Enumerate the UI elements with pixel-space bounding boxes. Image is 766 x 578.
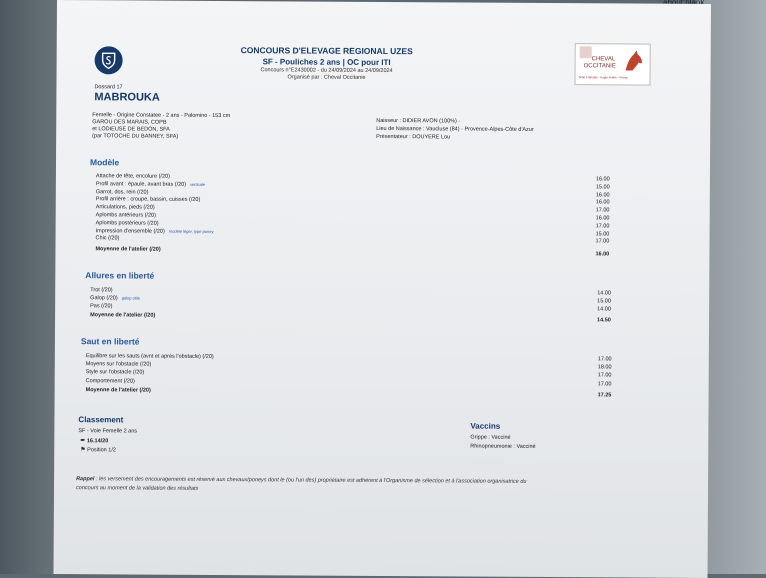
modele-item-value: 16.00 [595, 199, 610, 206]
saut-item [86, 378, 135, 384]
header-subtitle: SF - Pouliches 2 ans | OC pour ITI [262, 57, 391, 68]
rappel-line2: concours au moment de la validation des résultats [76, 485, 199, 492]
horse-description: Femelle - Origine Constatee - 2 ans - Palomino - 153 cm [92, 112, 231, 120]
allures-item [90, 303, 112, 309]
modele-item-label: Garrot, dos, rein (/20) [95, 188, 149, 196]
saut-item-value: 17.00 [597, 380, 612, 387]
allures-item [90, 287, 112, 293]
dossard: Dossard 17 [94, 84, 123, 91]
allures-item-value: 14.00 [597, 306, 611, 313]
vaccin-grippe: Grippe : Vacciné [470, 434, 511, 441]
modele-item [96, 189, 149, 195]
section-modele-title: Modèle [89, 157, 120, 168]
allures-item-value: 14.00 [597, 290, 612, 297]
classement-note: 16.14/20 [86, 438, 109, 445]
modele-avg-label: Moyenne de l'atelier (/20) [95, 246, 161, 253]
logo-line3: Selle Français - Anglo-Arabe - Poney [578, 75, 628, 80]
vaccin-rhino: Rhinopneumonie : Vacciné [470, 443, 536, 450]
saut-item [86, 370, 145, 376]
allures-item-label: Trot (/20) [90, 287, 113, 294]
horse-dam: et LODIEUSE DE BEDON, SFA [92, 126, 170, 133]
allures-item-note: galop utile [121, 295, 140, 301]
modele-item [96, 212, 156, 218]
saut-item [86, 353, 214, 360]
rappel-text1: : les versement des encouragements est réservé aux chevaux/poneys dont le (ou l'un des) propriétaire est adhérent à l'Organisme de sélection et à l'association organisatrice du [94, 476, 527, 485]
allures-item [90, 295, 140, 301]
allures-avg-value: 14.50 [597, 317, 611, 324]
lieu-naissance: Lieu de Naissance : Vaucluse (84) - Provence-Alpes-Côte d'Azur [376, 125, 534, 133]
modele-item-value: 17.00 [595, 223, 610, 230]
modele-item-value: 15.00 [595, 230, 610, 237]
header-concours: Concours n°E2430002 - du 24/09/2024 au 24/09/2024 [260, 67, 393, 75]
background-left [0, 0, 60, 574]
horse-sire: GAROU DES MARAIS, COPB [92, 119, 167, 126]
saut-item-label: Equilibre sur les sauts (avnt et après l'obstacle) (/20) [85, 353, 214, 360]
modele-item-note: modèle léger, type poney [168, 228, 214, 234]
rappel-label: Rappel [76, 476, 95, 483]
shield-logo-icon [95, 46, 123, 74]
cheval-occitanie-logo [574, 43, 650, 85]
horse-name: MABROUKA [94, 91, 160, 104]
modele-avg-value: 16.00 [595, 251, 610, 258]
modele-item-value: 16.00 [595, 215, 610, 222]
logo-line1: CHEVAL [591, 56, 616, 63]
saut-item-value: 17.00 [597, 356, 612, 363]
modele-item-note: verticale [190, 181, 206, 187]
horse-damsire: (par TOTOCHE DU BANNEY, SFA) [92, 133, 179, 140]
vaccins-title: Vaccins [470, 421, 501, 431]
header-organise: Organisé par : Cheval Occitanie [287, 74, 366, 81]
saut-avg-label: Moyenne de l'atelier (/20) [85, 387, 151, 394]
modele-item [96, 236, 120, 242]
saut-item-label: Comportement (/20) [85, 377, 135, 385]
modele-item-label: Articulations, pieds (/20) [95, 204, 155, 211]
modele-item [96, 204, 155, 210]
saut-item-label: Moyens sur l'obstacle (/20) [85, 361, 152, 368]
modele-item-label: Profil avant : épaule, avant bras (/20) [95, 181, 187, 188]
presentateur: Présentateur : DOUYERE Lou [376, 133, 451, 141]
modele-item [96, 181, 205, 188]
section-saut-title: Saut en liberté [80, 336, 140, 347]
modele-item-value: 17.00 [595, 238, 610, 245]
horse-head-icon [622, 48, 646, 72]
allures-item-label: Galop (/20) [90, 295, 118, 302]
allures-avg-label: Moyenne de l'atelier (/20) [90, 312, 156, 319]
naisseur: Naisseur : DIDIER AVON (100%) - [376, 117, 461, 125]
modele-item [96, 220, 159, 226]
modele-item-label: Attache de tête, encolure (/20) [95, 173, 170, 180]
modele-item-label: Aplombs antérieurs (/20) [95, 212, 156, 219]
modele-item-value: 16.00 [595, 191, 610, 198]
logo-line2: OCCITANIE [583, 63, 616, 70]
saut-avg-value: 17.25 [597, 392, 612, 399]
modele-item-value: 17.00 [595, 207, 610, 214]
document-sheet [53, 0, 710, 578]
modele-item-value: 16.00 [595, 176, 610, 183]
classement-voie: SF - Voie Femelle 2 ans [78, 428, 138, 435]
modele-item-label: Profil arrière : croupe, bassin, cuisses (/20) [95, 196, 201, 204]
modele-item [96, 173, 170, 179]
modele-item-label: Aplombs postérieurs (/20) [95, 220, 159, 227]
modele-item [96, 197, 201, 204]
classement-title: Classement [78, 415, 124, 425]
allures-item-value: 15.00 [597, 298, 611, 305]
header-title: CONCOURS D'ELEVAGE REGIONAL UZES [240, 45, 413, 57]
saut-item-value: 18.00 [597, 364, 612, 371]
saut-item [86, 361, 152, 367]
pen-icon: ✒ [80, 438, 86, 445]
modele-item-label: Impression d'ensemble (/20) [95, 227, 165, 235]
classement-position: Position 1/2 [87, 447, 116, 454]
modele-item [96, 228, 214, 235]
modele-item-value: 15.00 [595, 184, 610, 191]
classement-note-row [80, 437, 108, 444]
cross-icon [580, 46, 592, 58]
saut-item-label: Style sur l'obstacle (/20) [85, 369, 145, 376]
flag-icon: ⚑ [80, 447, 86, 454]
section-allures-title: Allures en liberté [85, 270, 155, 281]
modele-item-label: Chic (/20) [95, 235, 120, 242]
saut-item-value: 17.00 [597, 372, 612, 379]
classement-position-row [80, 446, 116, 453]
allures-item-label: Pas (/20) [90, 303, 113, 310]
